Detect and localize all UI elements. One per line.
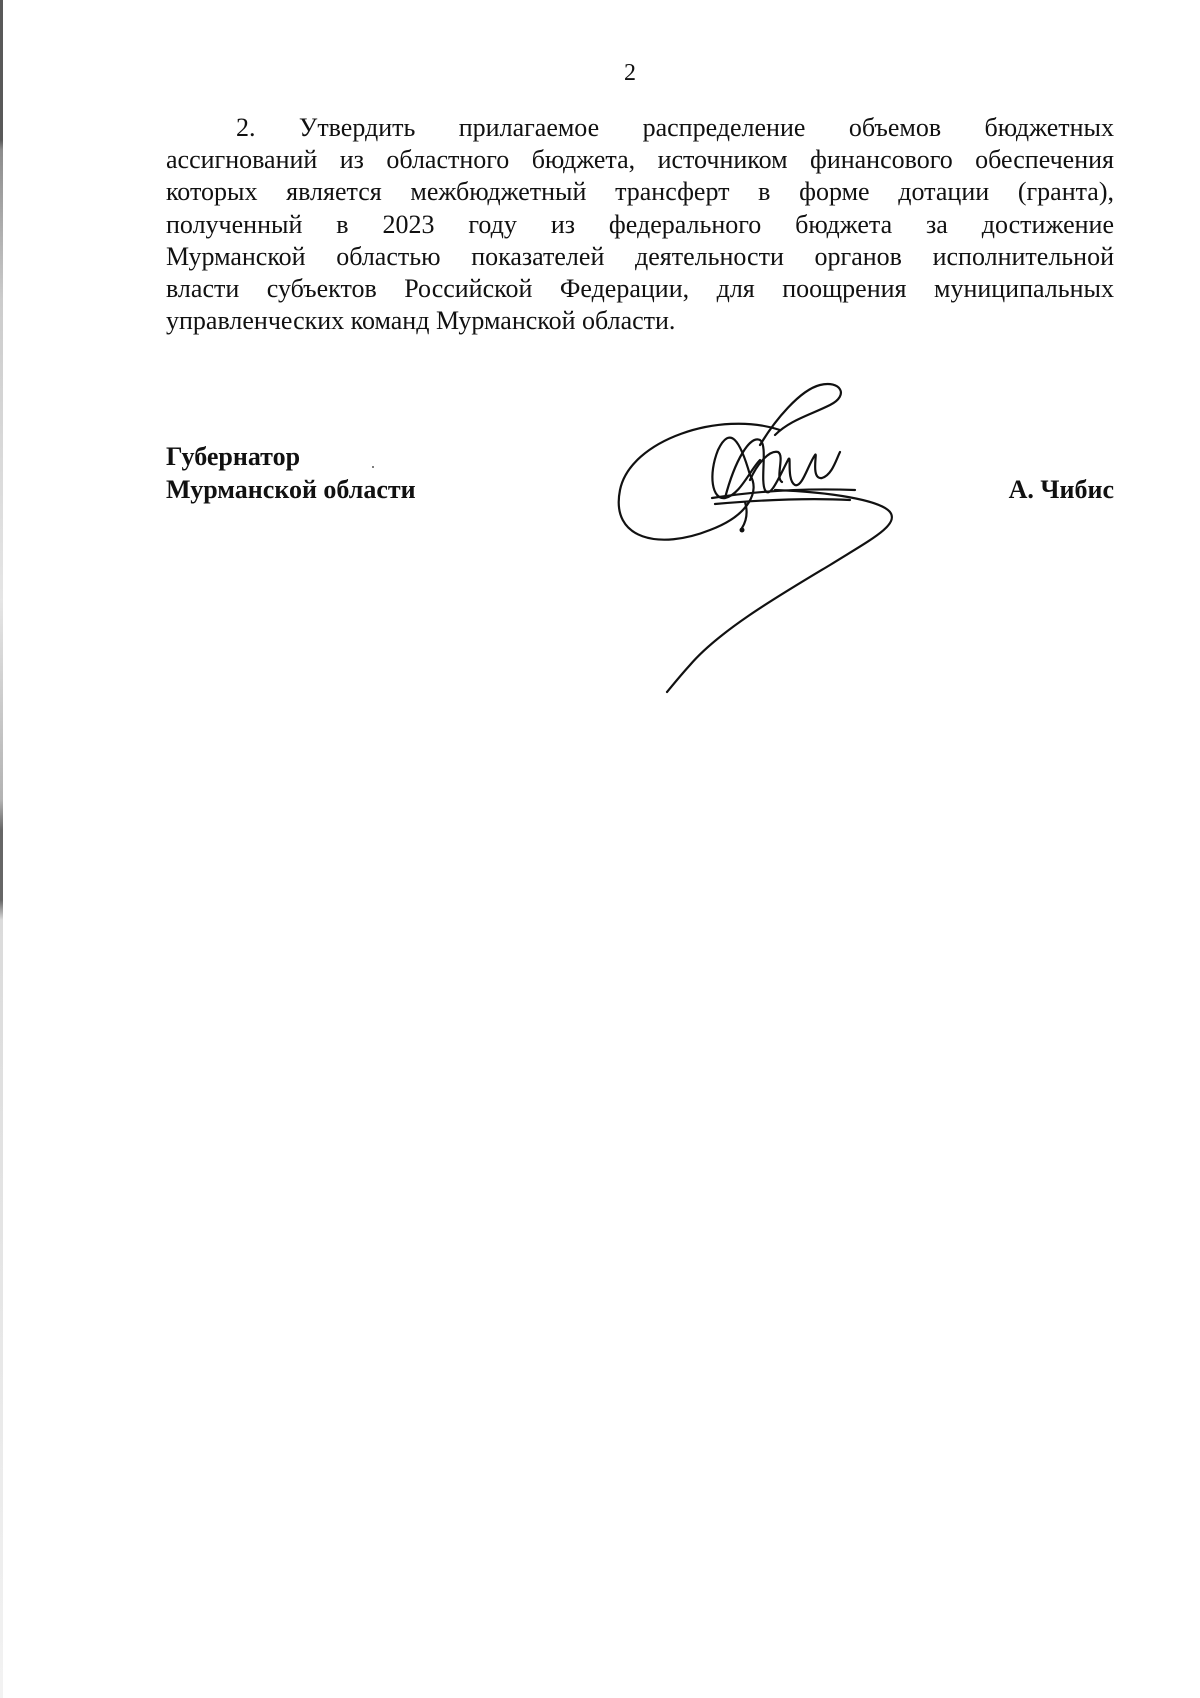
signatory-name: А. Чибис: [1008, 475, 1114, 504]
paragraph-line: 2. Утвердить прилагаемое распределение объемов бюджетных: [236, 113, 1114, 142]
paragraph-line: Мурманской областью показателей деятельности органов исполнительной: [166, 241, 1114, 271]
scan-edge-artifact: [0, 0, 3, 1698]
paragraph-line: управленческих команд Мурманской области.: [166, 306, 676, 336]
paragraph-line: полученный в 2023 году из федерального бюджета за достижение: [166, 209, 1114, 239]
handwritten-signature: [600, 380, 940, 700]
signatory-position: Губернатор: [166, 442, 301, 471]
paragraph-line: власти субъектов Российской Федерации, для поощрения муниципальных: [166, 274, 1114, 304]
paragraph-line: которых является межбюджетный трансферт в форме дотации (гранта),: [166, 177, 1114, 207]
paragraph-line: ассигнований из областного бюджета, источником финансового обеспечения: [166, 145, 1114, 175]
page-number: 2: [624, 60, 636, 86]
scan-speck: [372, 466, 374, 468]
signatory-region: Мурманской области: [166, 475, 416, 504]
resolution-paragraph: [166, 112, 1114, 337]
signatory-title: [166, 440, 416, 506]
